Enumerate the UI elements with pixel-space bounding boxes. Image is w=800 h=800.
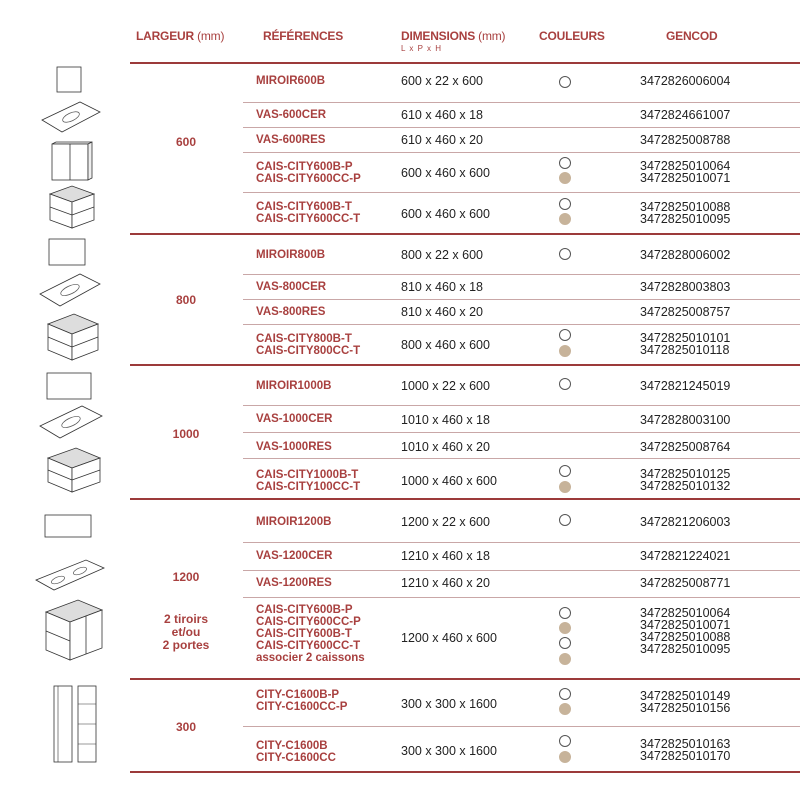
dim-cell: 1010 x 460 x 18: [401, 413, 490, 427]
gencod-cell: 3472821224021: [640, 549, 731, 563]
color-swatch-beige: [559, 653, 571, 665]
cabinet-doors-image: [48, 140, 96, 182]
dim-cell: 1200 x 460 x 600: [401, 631, 497, 645]
color-swatch-white: [559, 607, 571, 619]
color-swatch-beige: [559, 172, 571, 184]
ref-cell: VAS-600CER: [256, 109, 327, 121]
row-separator: [243, 324, 800, 325]
color-swatch-beige: [559, 622, 571, 634]
column-shelves-image: [76, 684, 100, 764]
ref-cell: VAS-1000CER: [256, 413, 333, 425]
color-swatch-white: [559, 157, 571, 169]
ref-cell: MIROIR1000B: [256, 380, 332, 392]
color-swatch-beige: [559, 751, 571, 763]
ref-cell: VAS-800CER: [256, 281, 327, 293]
color-swatch-beige: [559, 481, 571, 493]
gencod-cell: 3472821245019: [640, 379, 731, 393]
ref-cell: CAIS-CITY600B-T CAIS-CITY600CC-T: [256, 201, 361, 225]
gencod-cell: 3472825008771: [640, 576, 731, 590]
group-separator: [130, 678, 800, 680]
row-separator: [243, 432, 800, 433]
group-separator: [130, 364, 800, 366]
header-dimensions-sub: L x P x H: [401, 44, 443, 53]
row-separator: [243, 405, 800, 406]
washbasin-image: [38, 272, 102, 308]
ref-cell: CAIS-CITY1000B-T CAIS-CITY100CC-T: [256, 469, 361, 493]
group-label-800: 800: [175, 293, 197, 307]
gencod-cell: 3472825010101 3472825010118: [640, 331, 731, 357]
dim-cell: 800 x 22 x 600: [401, 248, 484, 262]
dim-cell: 610 x 460 x 20: [401, 133, 484, 147]
mirror-image: [44, 514, 94, 540]
ref-cell: CAIS-CITY800B-T CAIS-CITY800CC-T: [256, 333, 361, 357]
mirror-image: [56, 66, 84, 94]
color-swatch-white: [559, 329, 571, 341]
dim-cell: 1000 x 22 x 600: [401, 379, 490, 393]
dim-cell: 610 x 460 x 18: [401, 108, 484, 122]
dim-cell: 300 x 300 x 1600: [401, 744, 497, 758]
header-largeur-unit: (mm): [197, 29, 225, 43]
ref-cell: VAS-1000RES: [256, 441, 332, 453]
color-swatch-white: [559, 735, 571, 747]
gencod-cell: 3472825010163 3472825010170: [640, 737, 731, 763]
color-swatch-beige: [559, 703, 571, 715]
dim-cell: 810 x 460 x 20: [401, 305, 484, 319]
gencod-cell: 3472821206003: [640, 515, 731, 529]
header-references: RÉFÉRENCES: [263, 29, 344, 43]
ref-cell: CITY-C1600B-P CITY-C1600CC-P: [256, 689, 348, 713]
gencod-cell: 3472825010125 3472825010132: [640, 467, 731, 493]
row-separator: [243, 274, 800, 275]
gencod-cell: 3472824661007: [640, 108, 731, 122]
dim-cell: 300 x 300 x 1600: [401, 697, 497, 711]
row-separator: [243, 726, 800, 727]
column-cabinet-image: [52, 684, 76, 764]
row-separator: [243, 570, 800, 571]
group-note-1200: 2 tiroirs et/ou 2 portes: [162, 612, 210, 652]
ref-cell: MIROIR800B: [256, 249, 326, 261]
mirror-image: [46, 372, 94, 402]
group-label-300: 300: [175, 720, 197, 734]
group-separator: [130, 771, 800, 773]
header-largeur-label: LARGEUR: [136, 29, 194, 43]
header-couleurs: COULEURS: [539, 29, 605, 43]
group-separator: [130, 233, 800, 235]
ref-cell: CITY-C1600B CITY-C1600CC: [256, 740, 336, 764]
gencod-cell: 3472828006002: [640, 248, 731, 262]
cabinet-drawers-image: [44, 446, 104, 494]
color-swatch-white: [559, 378, 571, 390]
color-swatch-white: [559, 465, 571, 477]
color-swatch-beige: [559, 345, 571, 357]
row-separator: [243, 102, 800, 103]
header-dimensions-unit: (mm): [478, 29, 506, 43]
washbasin-image: [40, 100, 102, 134]
gencod-cell: 3472825010088 3472825010095: [640, 200, 731, 226]
row-separator: [243, 192, 800, 193]
ref-cell: VAS-1200RES: [256, 577, 332, 589]
dim-cell: 1210 x 460 x 18: [401, 549, 490, 563]
group-label-600: 600: [175, 135, 197, 149]
dim-cell: 1210 x 460 x 20: [401, 576, 490, 590]
dim-cell: 600 x 22 x 600: [401, 74, 484, 88]
ref-cell: CAIS-CITY600B-P CAIS-CITY600CC-P: [256, 161, 361, 185]
double-cabinet-image: [42, 598, 106, 664]
row-separator: [243, 127, 800, 128]
group-label-1000: 1000: [172, 427, 200, 441]
washbasin-image: [38, 404, 104, 440]
header-dimensions: [401, 29, 505, 43]
double-washbasin-image: [34, 558, 106, 592]
header-gencod: GENCOD: [666, 29, 718, 43]
ref-cell: VAS-1200CER: [256, 550, 333, 562]
ref-cell: MIROIR600B: [256, 75, 326, 87]
gencod-cell: 3472825010064 3472825010071 3472825010088 3472825010095: [640, 606, 731, 656]
dim-cell: 1200 x 22 x 600: [401, 515, 490, 529]
cabinet-drawers-image: [44, 312, 102, 362]
gencod-cell: 3472825010064 3472825010071: [640, 159, 731, 185]
ref-cell: MIROIR1200B: [256, 516, 332, 528]
color-swatch-beige: [559, 213, 571, 225]
color-swatch-white: [559, 514, 571, 526]
gencod-cell: 3472825008788: [640, 133, 731, 147]
dim-cell: 800 x 460 x 600: [401, 338, 490, 352]
cabinet-drawers-image: [46, 184, 98, 230]
color-swatch-white: [559, 248, 571, 260]
gencod-cell: 3472828003803: [640, 280, 731, 294]
row-separator: [243, 152, 800, 153]
color-swatch-white: [559, 688, 571, 700]
row-separator: [243, 597, 800, 598]
gencod-cell: 3472825008764: [640, 440, 731, 454]
color-swatch-white: [559, 637, 571, 649]
row-separator: [243, 458, 800, 459]
dim-cell: 1000 x 460 x 600: [401, 474, 497, 488]
ref-cell: VAS-600RES: [256, 134, 326, 146]
gencod-cell: 3472825008757: [640, 305, 731, 319]
gencod-cell: 3472826006004: [640, 74, 731, 88]
color-swatch-white: [559, 198, 571, 210]
ref-cell: VAS-800RES: [256, 306, 326, 318]
color-swatch-white: [559, 76, 571, 88]
mirror-image: [48, 238, 88, 268]
row-separator: [243, 542, 800, 543]
dim-cell: 600 x 460 x 600: [401, 166, 490, 180]
ref-cell: CAIS-CITY600B-P CAIS-CITY600CC-P CAIS-CITY600B-T CAIS-CITY600CC-T associer 2 caissons: [256, 604, 365, 664]
gencod-cell: 3472828003100: [640, 413, 731, 427]
header-largeur: [136, 29, 224, 43]
group-separator: [130, 62, 800, 64]
group-separator: [130, 498, 800, 500]
group-label-1200: 1200: [172, 570, 200, 584]
row-separator: [243, 299, 800, 300]
dim-cell: 600 x 460 x 600: [401, 207, 490, 221]
header-dimensions-label: DIMENSIONS: [401, 29, 476, 43]
dim-cell: 810 x 460 x 18: [401, 280, 484, 294]
gencod-cell: 3472825010149 3472825010156: [640, 689, 731, 715]
dim-cell: 1010 x 460 x 20: [401, 440, 490, 454]
